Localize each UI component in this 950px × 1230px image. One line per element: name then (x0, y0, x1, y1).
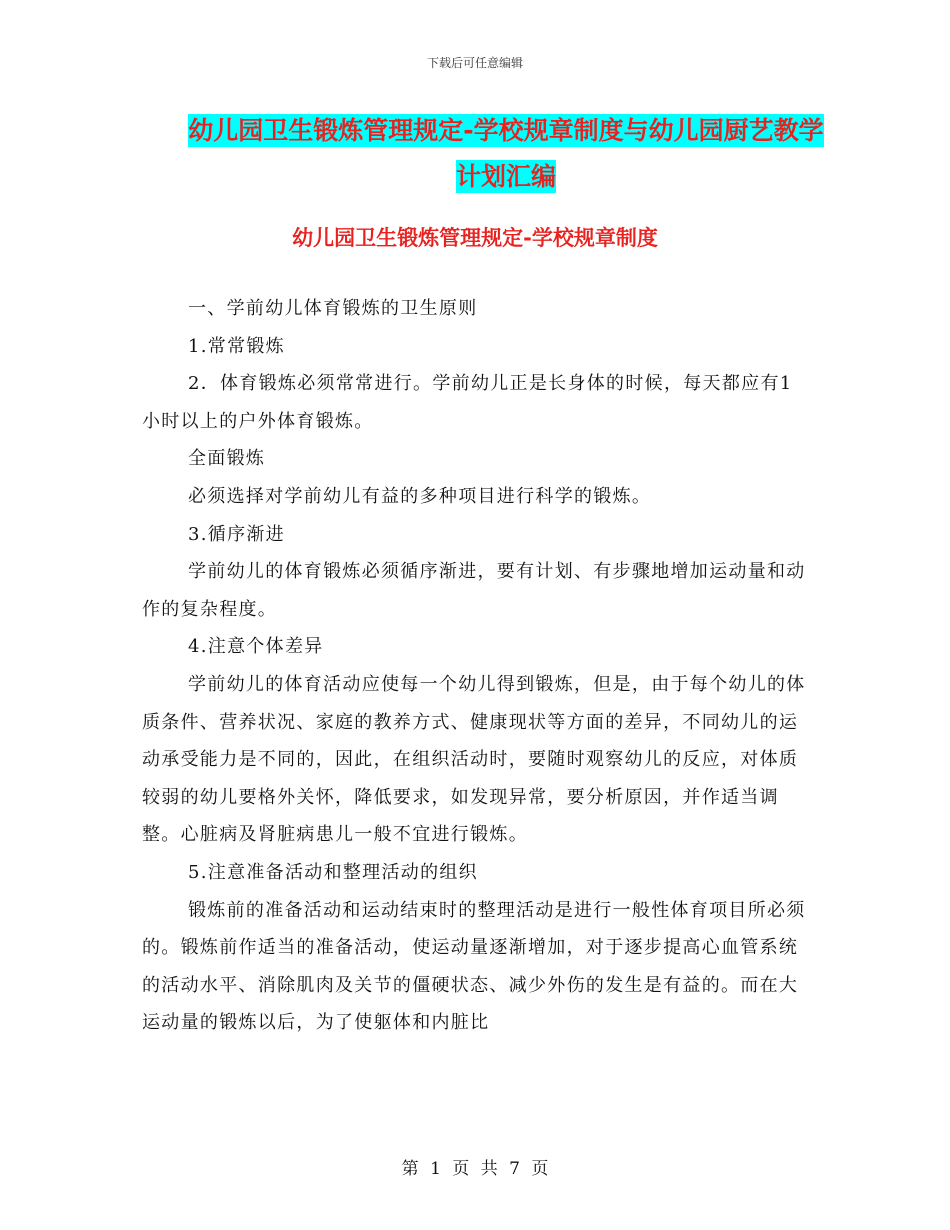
page-number: 第 1 页 共 7 页 (401, 1159, 549, 1179)
paragraph: 学前幼儿的体育活动应使每一个幼儿得到锻炼，但是，由于每个幼儿的体质条件、营养状况、家庭的教养方式、健康现状等方面的差异，不同幼儿的运动承受能力是不同的，因此，在组织活动时，要随时观察幼儿的反应，对体质较弱的幼儿要格外关怀，降低要求，如发现异常，要分析原因，并作适当调整。心脏病及肾脏病患儿一般不宜进行锻炼。 (142, 673, 806, 846)
paragraph: 全面锻炼 (188, 448, 266, 470)
paragraph: 一、学前幼儿体育锻炼的卫生原则 (188, 298, 478, 319)
document-title (186, 108, 826, 200)
paragraph: 5.注意准备活动和整理活动的组织 (188, 861, 478, 883)
document-title-text: 幼儿园卫生锻炼管理规定-学校规章制度与幼儿园厨艺教学计划汇编 (188, 116, 824, 191)
paragraph: 必须选择对学前幼儿有益的多种项目进行科学的锻炼。 (188, 485, 652, 507)
document-body (142, 290, 807, 1042)
paragraph: 1.常常锻炼 (188, 335, 285, 357)
paragraph: 4.注意个体差异 (188, 636, 324, 658)
paragraph: 学前幼儿的体育锻炼必须循序渐进，要有计划、有步骤地增加运动量和动作的复杂程度。 (142, 561, 806, 620)
section-title: 幼儿园卫生锻炼管理规定-学校规章制度 (292, 226, 658, 250)
header-note: 下载后可任意编辑 (426, 56, 523, 70)
paragraph: 3.循序渐进 (188, 523, 285, 545)
paragraph: 2．体育锻炼必须常常进行。学前幼儿正是长身体的时候，每天都应有1小时以上的户外体育锻炼。 (142, 373, 793, 432)
paragraph: 锻炼前的准备活动和运动结束时的整理活动是进行一般性体育项目所必须的。锻炼前作适当的准备活动，使运动量逐渐增加，对于逐步提高心血管系统的活动水平、消除肌肉及关节的僵硬状态、减少外伤的发生是有益的。而在大运动量的锻炼以后，为了使躯体和内脏比 (142, 899, 806, 1034)
